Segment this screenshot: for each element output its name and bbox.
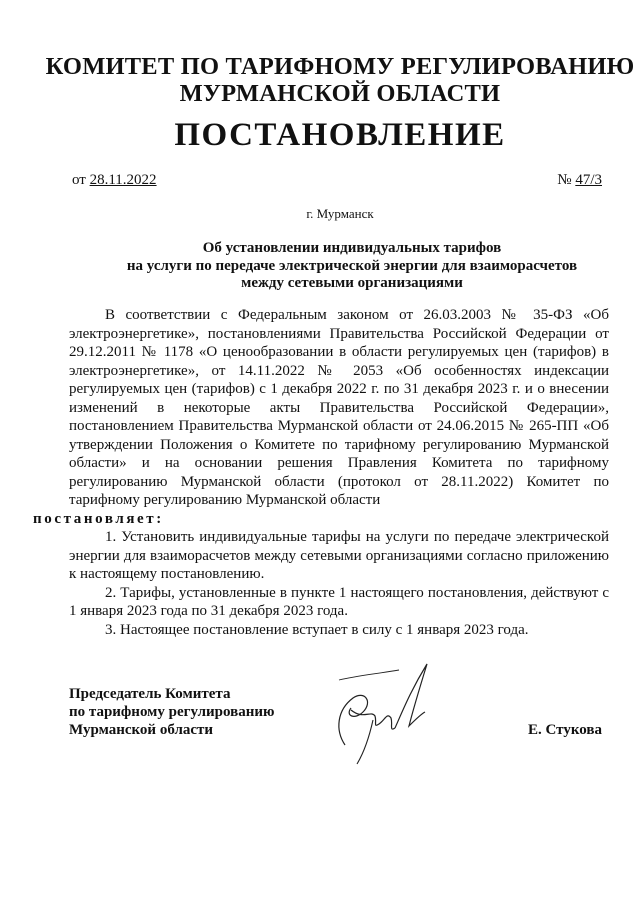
- document-body: [33, 306, 609, 639]
- subject-line-2: на услуги по передаче электрической энергии для взаиморасчетов: [126, 257, 578, 274]
- number-prefix: №: [557, 172, 576, 188]
- preamble-text: В соответствии с Федеральным законом от 26.03.2003 № 35-ФЗ «Об электроэнергетике», постановлениями Правительства Российской Федерации от 29.12.2011 № 1178 «О ценообразовании в области регулируемых цен (тарифов) в электроэнергетике», от 14.11.2022 № 2053 «Об особенностях индексации регулируемых цен (тарифов) с 1 декабря 2022 г. по 31 декабря 2023 г. и о внесении изменений в некоторые акты Правительства Российской Федерации», постановлением Правительства Мурманской области от 24.06.2015 № 265-ПП «Об утверждении Положения о Комитете по тарифному регулированию Мурманской области» и на основании решения Правления Комитета по тарифному регулированию Мурманской области (протокол от 28.11.2022) Комитет по тарифному регулированию Мурманской области: [69, 307, 609, 508]
- subject-line-3: между сетевыми организациями: [241, 275, 463, 291]
- document-subject: [92, 240, 612, 293]
- handwritten-signature: [315, 650, 445, 770]
- item-1: 1. Установить индивидуальные тарифы на услуги по передаче электрической энергии для взаиморасчетов между сетевыми организациями согласно приложению к настоящему постановлению.: [69, 529, 609, 582]
- date-line: [72, 172, 157, 189]
- subject-line-1: Об установлении индивидуальных тарифов: [202, 240, 502, 256]
- organization-line-1: КОМИТЕТ ПО ТАРИФНОМУ РЕГУЛИРОВАНИЮ: [45, 53, 635, 80]
- signer-title-line-3: Мурманской области: [69, 722, 214, 738]
- signer-name: Е. Стукова: [528, 722, 602, 738]
- decree-word: постановляет:: [33, 510, 164, 527]
- signer-title-line-2: по тарифному регулированию: [69, 704, 275, 720]
- organization-line-2: МУРМАНСКОЙ ОБЛАСТИ: [179, 80, 501, 107]
- item-2: 2. Тарифы, установленные в пункте 1 настоящего постановления, действуют с 1 января 2023 года по 31 декабря 2023 года.: [69, 584, 609, 619]
- document-type: ПОСТАНОВЛЕНИЕ: [174, 117, 506, 153]
- date-prefix: от: [72, 172, 90, 188]
- document-date: 28.11.2022: [89, 172, 157, 188]
- organization-header: [40, 53, 640, 107]
- number-line: [557, 172, 602, 189]
- city: г. Мурманск: [306, 206, 374, 221]
- signer-title: [69, 685, 309, 739]
- item-3: 3. Настоящее постановление вступает в силу с 1 января 2023 года.: [105, 621, 529, 638]
- document-number: 47/3: [575, 172, 602, 188]
- signer-title-line-1: Председатель Комитета: [69, 686, 231, 702]
- preamble-paragraph: [33, 306, 609, 528]
